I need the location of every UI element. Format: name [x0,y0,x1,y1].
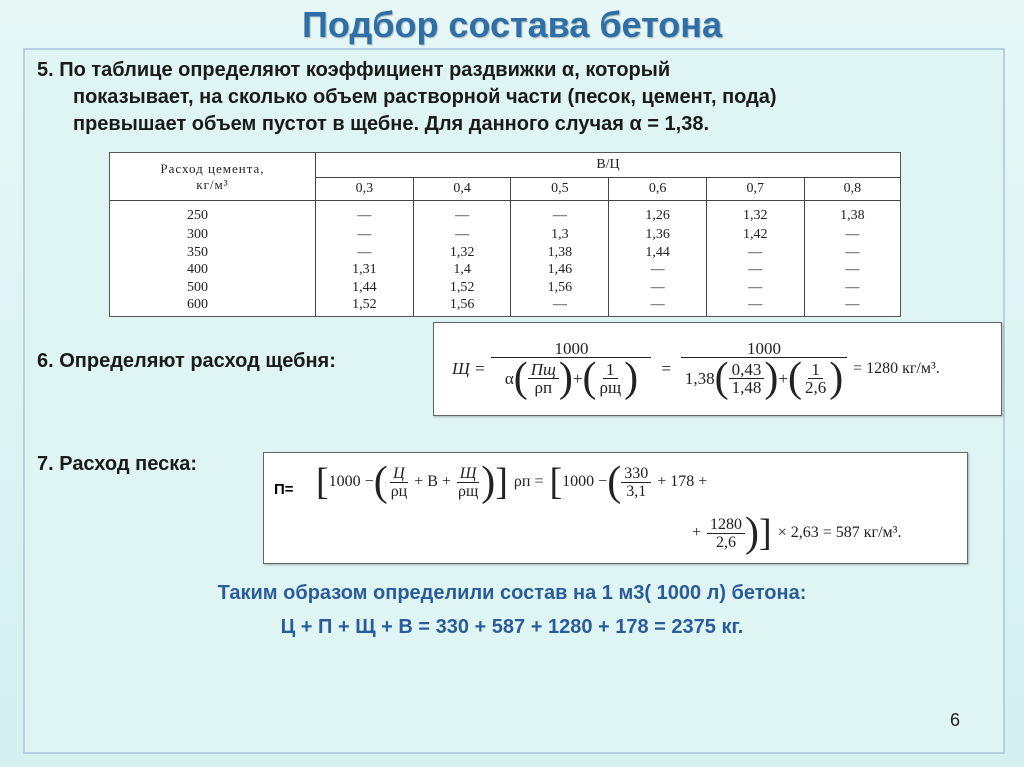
coef-cell: — [706,298,804,316]
table-row [110,228,900,246]
step-5-line-1: 5. По таблице определяют коэффициент раздвижки α, который [37,59,671,81]
coef-cell: 1,56 [511,281,609,299]
coef-cell: 1,32 [413,246,511,264]
coef-cell: — [845,262,860,278]
f6-coef: 1,38 [684,368,715,388]
col-header-3: 0,6 [609,178,707,201]
f6-result: = 1280 кг/м³. [853,360,940,377]
f7-frac-3 [621,465,651,500]
coef-cell: — [316,246,414,264]
f7-f2n: Щ [457,465,480,483]
f6-f4n: 1 [808,361,823,379]
f6-frac-3 [729,361,765,396]
cement-cell: 350 [110,246,316,264]
f6-frac-rho [596,361,624,396]
table-row [110,201,900,229]
summary-line-2: Ц + П + Щ + В = 330 + 587 + 1280 + 178 = 2375 кг. [280,616,744,638]
f7-f4d: 2,6 [716,533,737,551]
col-header-1: 0,4 [413,178,511,201]
step-6-label: 6. Определяют расход щебня: [37,350,336,372]
f7-frac-4 [707,516,745,551]
coef-cell: — [609,263,707,281]
coef-cell: — [706,246,804,264]
f7-frac-1 [388,465,411,500]
coef-cell: — [511,298,609,316]
coef-cell: 1,44 [316,281,414,299]
coef-cell: — [845,297,860,313]
coefficient-table-image [109,152,901,317]
col-header-2: 0,5 [511,178,609,201]
coef-cell: — [609,298,707,316]
f7-f4n: 1280 [707,516,745,534]
f7-plus: + [692,524,702,541]
f7-rho: ρп = [513,473,544,490]
coef-cell: — [845,244,860,260]
f6-num1: 1000 [491,340,651,358]
f6-frac-p [528,361,559,396]
f7-f3n: 330 [621,465,651,483]
col-group-header: В/Ц [316,153,901,178]
step-5-text [37,57,967,138]
coef-cell: — [845,279,860,295]
f6-den2: 1,38 ( $\frac{0,43}{1,48}$ ) + ( $\frac{1}{2,6}$ ) [684,355,844,401]
table-row [110,246,900,264]
coef-cell: — [706,263,804,281]
f7-result: × 2,63 = 587 кг/м³. [777,524,902,541]
step-5-line-3: превышает объем пустот в щебне. Для данного случая α = 1,38. [73,113,710,135]
row-header-line-2: кг/м³ [196,176,229,192]
f6-frac-a [491,339,651,401]
formula-7-line-2: + $\frac{1280}{2,6}$ ) ] × 2,63 = 587 кг/м³. [692,510,902,556]
f6-frac-b [681,339,847,401]
formula-6 [452,333,940,405]
coef-cell: 1,26 [609,201,707,229]
coef-cell: 1,31 [316,263,414,281]
table-row [110,298,900,316]
f6-f2n: 1 [603,361,618,379]
formula-6-box [433,322,1002,416]
coef-cell: — [706,281,804,299]
table-row [110,281,900,299]
step-5-line-2: показывает, на сколько объем растворной части (песок, цемент, пода) [73,86,777,108]
f7-part2: 1000 − [562,473,608,490]
cement-cell: 250 [110,201,316,229]
coef-cell: 1,52 [413,281,511,299]
coef-cell: 1,4 [413,263,511,281]
f6-lhs: Щ = [452,359,486,378]
col-header-5: 0,8 [804,178,900,201]
f7-frac-2 [455,465,481,500]
f7-plus178: + 178 + [657,473,708,490]
cement-cell: 400 [110,263,316,281]
f6-den1: α ( $\frac{Пщ}{\rho п}$ ) + ( $\frac{1}{\rho щ}$ ) [504,355,639,401]
page-number: 6 [950,710,961,730]
row-header-line-1: Расход цемента, [160,160,265,176]
f7-f2d: ρщ [457,482,479,500]
cement-cell: 500 [110,281,316,299]
formula-7-line-1: [ 1000 − ( $\frac{Ц}{\rho ц}$ + В + $\frac{Щ}{\rho щ}$ ) ] ρп = [ 1000 − ( $\frac{330}{3,1}$ + 178 + [316,459,708,505]
coef-cell: 1,44 [609,246,707,264]
coef-cell: — [609,281,707,299]
f7-f3d: 3,1 [626,482,647,500]
summary-line-1: Таким образом определили состав на 1 м3( 1000 л) бетона: [217,582,807,604]
step-7-label: 7. Расход песка: [37,453,197,475]
coef-cell: 1,38 [840,208,865,223]
coef-cell: 1,38 [511,246,609,264]
coef-cell: 1,32 [706,201,804,229]
f6-eq: = [661,359,672,378]
f7-f1d: ρц [390,482,408,500]
coef-cell: 1,56 [413,298,511,316]
f6-f1n: Пщ [528,361,559,379]
f6-num2: 1000 [681,340,847,358]
coef-cell: — [511,201,609,229]
f6-f3d: 1,48 [731,377,762,397]
f7-plusb: + В + [414,473,451,490]
coef-cell: — [413,201,511,229]
f6-f4d: 2,6 [804,377,827,397]
coef-cell: 1,36 [609,228,707,246]
coefficient-table [110,153,900,316]
coef-cell: — [316,228,414,246]
cement-cell: 300 [110,228,316,246]
formula-7-box [263,452,968,564]
f6-f1d: ρп [534,377,553,397]
coef-cell: 1,42 [706,228,804,246]
table-row [110,263,900,281]
coef-cell: 1,52 [316,298,414,316]
slide-title: Подбор состава бетона [301,4,723,45]
f6-f3n: 0,43 [729,361,765,379]
f7-lhs: П= [274,481,294,498]
coef-cell: — [316,201,414,229]
col-header-0: 0,3 [316,178,414,201]
coef-cell: — [845,227,860,243]
f7-part1: 1000 − [328,473,374,490]
f6-frac-4 [802,361,829,396]
f6-f2d: ρщ [599,377,622,397]
f7-f1n: Ц [390,465,408,483]
coef-cell: — [413,228,511,246]
f6-alpha: α [504,368,514,388]
coef-cell: 1,3 [511,228,609,246]
col-header-4: 0,7 [706,178,804,201]
coef-cell: 1,46 [511,263,609,281]
cement-cell: 600 [110,298,316,316]
table-row-header [110,153,316,201]
